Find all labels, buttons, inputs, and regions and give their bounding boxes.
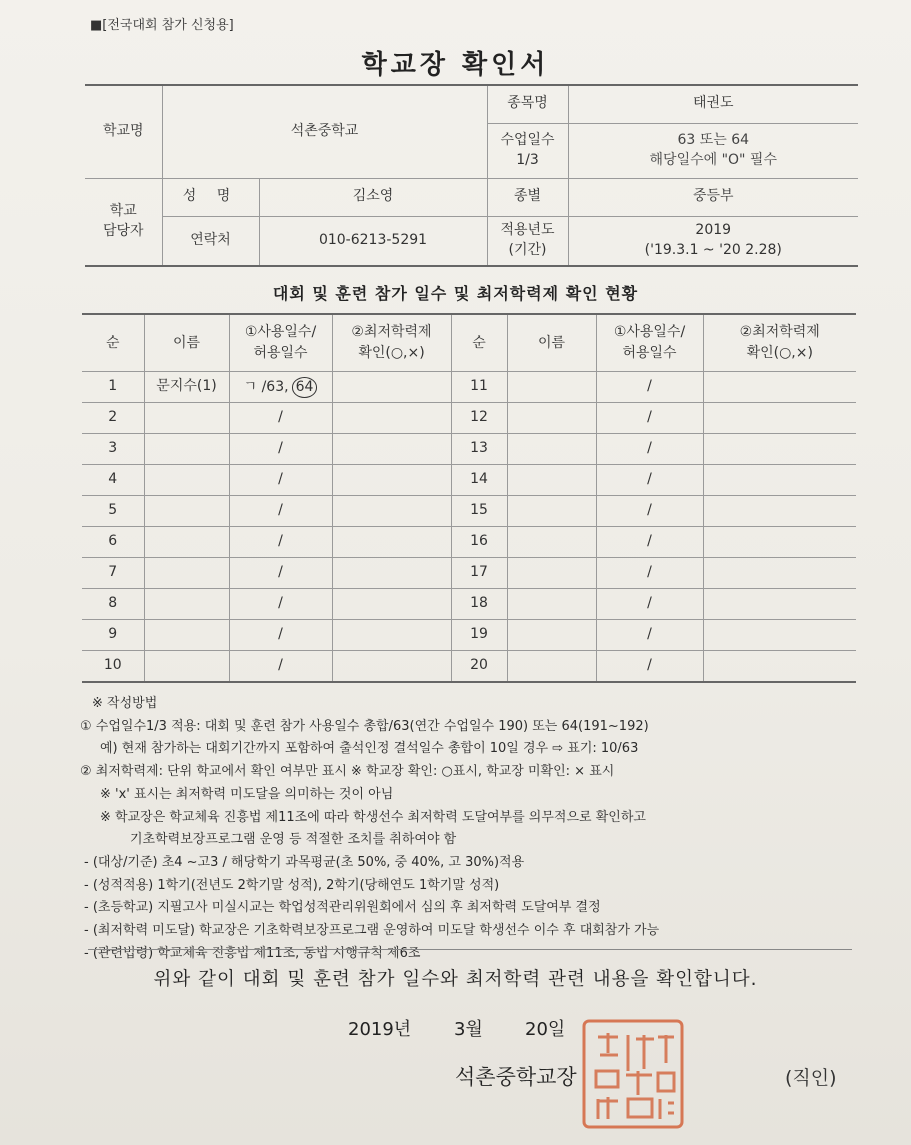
table-row xyxy=(82,403,856,434)
row-no: 4 xyxy=(82,465,144,496)
apply-year-label: 적용년도 (기간) xyxy=(487,216,568,266)
row-check-right xyxy=(703,651,856,683)
days-text: / xyxy=(278,440,283,457)
row-check xyxy=(332,620,451,651)
row-name xyxy=(144,651,229,683)
table-row xyxy=(82,434,856,465)
row-no-right: 16 xyxy=(451,527,507,558)
row-days xyxy=(229,620,332,651)
row-check xyxy=(332,527,451,558)
row-no-right: 15 xyxy=(451,496,507,527)
row-check xyxy=(332,558,451,589)
days-text: / xyxy=(278,502,283,519)
header-check: ②최저학력제 확인(○,×) xyxy=(332,314,451,372)
row-days-right: / xyxy=(596,558,703,589)
days-text: ㄱ /63, xyxy=(243,378,289,395)
table-row xyxy=(82,465,856,496)
row-name xyxy=(144,589,229,620)
row-name xyxy=(144,465,229,496)
date-month: 3월 xyxy=(454,1019,483,1040)
row-check-right xyxy=(703,589,856,620)
row-days-right: / xyxy=(596,589,703,620)
row-no-right: 12 xyxy=(451,403,507,434)
circled-days-value: 64 xyxy=(292,377,318,398)
row-name-right xyxy=(507,496,596,527)
manager-name-value: 김소영 xyxy=(259,178,487,216)
row-days-right: / xyxy=(596,651,703,683)
row-check-right xyxy=(703,620,856,651)
row-days-right: / xyxy=(596,620,703,651)
school-name-label: 학교명 xyxy=(85,85,162,178)
signer-name: 석촌중학교장 xyxy=(455,1065,577,1089)
document-title: 학교장 확인서 xyxy=(361,50,550,80)
row-name xyxy=(144,496,229,527)
row-check-right xyxy=(703,434,856,465)
days-text: / xyxy=(278,564,283,581)
row-days xyxy=(229,403,332,434)
apply-year-value: 2019 ('19.3.1 ~ '20 2.28) xyxy=(568,216,858,266)
note-line: ※ 'x' 표시는 최저학력 미도달을 의미하는 것이 아님 xyxy=(100,786,394,802)
row-name-right xyxy=(507,620,596,651)
row-no: 5 xyxy=(82,496,144,527)
row-days xyxy=(229,496,332,527)
row-name-right xyxy=(507,651,596,683)
row-no: 9 xyxy=(82,620,144,651)
row-no-right: 14 xyxy=(451,465,507,496)
row-name xyxy=(144,527,229,558)
row-check-right xyxy=(703,527,856,558)
row-days xyxy=(229,465,332,496)
school-days-value: 63 또는 64 해당일수에 "O" 필수 xyxy=(568,123,858,178)
manager-name-label: 성 명 xyxy=(162,178,259,216)
event-label: 종목명 xyxy=(487,85,568,123)
note-line: ① 수업일수1/3 적용: 대회 및 훈련 참가 사용일수 총합/63(연간 수업일수 190) 또는 64(191~192) xyxy=(80,718,649,734)
row-days-right: / xyxy=(596,372,703,403)
school-info-table xyxy=(85,84,858,267)
row-name xyxy=(144,620,229,651)
row-days xyxy=(229,558,332,589)
row-check-right xyxy=(703,465,856,496)
row-name xyxy=(144,434,229,465)
division-label: 종별 xyxy=(487,178,568,216)
row-days xyxy=(229,527,332,558)
days-text: / xyxy=(278,533,283,550)
row-check xyxy=(332,434,451,465)
header-days: ①사용일수/ 허용일수 xyxy=(229,314,332,372)
row-check xyxy=(332,589,451,620)
row-check-right xyxy=(703,558,856,589)
note-line: 기초학력보장프로그램 운영 등 적절한 조치를 취하여야 함 xyxy=(130,832,457,848)
event-value: 태권도 xyxy=(568,85,858,123)
header-name: 이름 xyxy=(144,314,229,372)
table-row xyxy=(82,558,856,589)
row-no: 2 xyxy=(82,403,144,434)
row-no-right: 20 xyxy=(451,651,507,683)
header-no-right: 순 xyxy=(451,314,507,372)
row-name-right xyxy=(507,434,596,465)
note-line: - (초등학교) 지필고사 미실시교는 학업성적관리위원회에서 심의 후 최저학력 도달여부 결정 xyxy=(84,900,601,916)
note-line: ② 최저학력제: 단위 학교에서 확인 여부만 표시 ※ 학교장 확인: ○표시, 학교장 미확인: × 표시 xyxy=(80,764,615,780)
row-no-right: 19 xyxy=(451,620,507,651)
row-check-right xyxy=(703,403,856,434)
days-text: / xyxy=(278,595,283,612)
row-no-right: 13 xyxy=(451,434,507,465)
table-row xyxy=(82,372,856,403)
row-name-right xyxy=(507,403,596,434)
row-no: 7 xyxy=(82,558,144,589)
days-text: / xyxy=(278,471,283,488)
date-year: 2019년 xyxy=(348,1019,412,1040)
row-check xyxy=(332,651,451,683)
manager-contact-label: 연락처 xyxy=(162,216,259,266)
row-days xyxy=(229,434,332,465)
row-days xyxy=(229,589,332,620)
row-no-right: 17 xyxy=(451,558,507,589)
row-no: 8 xyxy=(82,589,144,620)
official-seal-stamp xyxy=(578,1015,688,1133)
note-line: - (성적적용) 1학기(전년도 2학기말 성적), 2학기(당해연도 1학기말 성적) xyxy=(84,877,500,893)
table-title: 대회 및 훈련 참가 일수 및 최저학력제 확인 현황 xyxy=(272,284,639,303)
table-row xyxy=(82,527,856,558)
row-check xyxy=(332,372,451,403)
table-row xyxy=(82,589,856,620)
division-value: 중등부 xyxy=(568,178,858,216)
header-days-right: ①사용일수/ 허용일수 xyxy=(596,314,703,372)
header-no: 순 xyxy=(82,314,144,372)
row-no: 6 xyxy=(82,527,144,558)
note-line: 예) 현재 참가하는 대회기간까지 포함하여 출석인정 결석일수 총합이 10일 경우 ⇨ 표기: 10/63 xyxy=(100,741,639,757)
row-check xyxy=(332,403,451,434)
manager-label: 학교 담당자 xyxy=(85,178,162,266)
row-no: 10 xyxy=(82,651,144,683)
note-line: - (대상/기준) 초4 ~고3 / 해당학기 과목평균(초 50%, 중 40%, 고 30%)적용 xyxy=(84,854,525,870)
row-name xyxy=(144,558,229,589)
row-name-right xyxy=(507,589,596,620)
note-line: - (관련법령) 학교체육 진흥법 제11조, 동법 시행규칙 제6조 xyxy=(84,945,421,961)
row-check xyxy=(332,465,451,496)
row-days-right: / xyxy=(596,527,703,558)
row-days-right: / xyxy=(596,496,703,527)
row-check xyxy=(332,496,451,527)
table-row xyxy=(82,620,856,651)
note-line: ※ 학교장은 학교체육 진흥법 제11조에 따라 학생선수 최저학력 도달여부를 의무적으로 확인하고 xyxy=(100,809,646,825)
row-name-right xyxy=(507,465,596,496)
date-day: 20일 xyxy=(525,1019,566,1040)
participation-table xyxy=(82,313,856,683)
row-name xyxy=(144,403,229,434)
header-check-right: ②최저학력제 확인(○,×) xyxy=(703,314,856,372)
row-days xyxy=(229,372,332,403)
instructions-notes xyxy=(80,693,860,965)
row-check-right xyxy=(703,496,856,527)
days-text: / xyxy=(278,626,283,643)
note-line: - (최저학력 미도달) 학교장은 기초학력보장프로그램 운영하여 미도달 학생선수 이수 후 대회참가 가능 xyxy=(84,923,660,939)
days-text: / xyxy=(278,409,283,426)
row-no: 1 xyxy=(82,372,144,403)
note-heading: ※ 작성방법 xyxy=(92,696,158,711)
school-name-value: 석촌중학교 xyxy=(162,85,487,178)
row-check-right xyxy=(703,372,856,403)
row-no-right: 11 xyxy=(451,372,507,403)
row-name-right xyxy=(507,527,596,558)
row-no-right: 18 xyxy=(451,589,507,620)
row-days-right: / xyxy=(596,434,703,465)
row-name-right xyxy=(507,372,596,403)
manager-contact-value: 010-6213-5291 xyxy=(259,216,487,266)
header-name-right: 이름 xyxy=(507,314,596,372)
row-days-right: / xyxy=(596,465,703,496)
row-name: 문지수(1) xyxy=(144,372,229,403)
school-days-label: 수업일수 1/3 xyxy=(487,123,568,178)
table-row xyxy=(82,496,856,527)
table-header-row xyxy=(82,314,856,372)
days-text: / xyxy=(278,657,283,674)
divider xyxy=(88,949,852,950)
seal-label: (직인) xyxy=(785,1067,837,1089)
row-name-right xyxy=(507,558,596,589)
table-row xyxy=(82,651,856,683)
row-days-right: / xyxy=(596,403,703,434)
confirmation-statement: 위와 같이 대회 및 훈련 참가 일수와 최저학력 관련 내용을 확인합니다. xyxy=(153,969,758,990)
row-no: 3 xyxy=(82,434,144,465)
form-type-tag: ■[전국대회 참가 신청용] xyxy=(90,18,234,33)
row-days xyxy=(229,651,332,683)
